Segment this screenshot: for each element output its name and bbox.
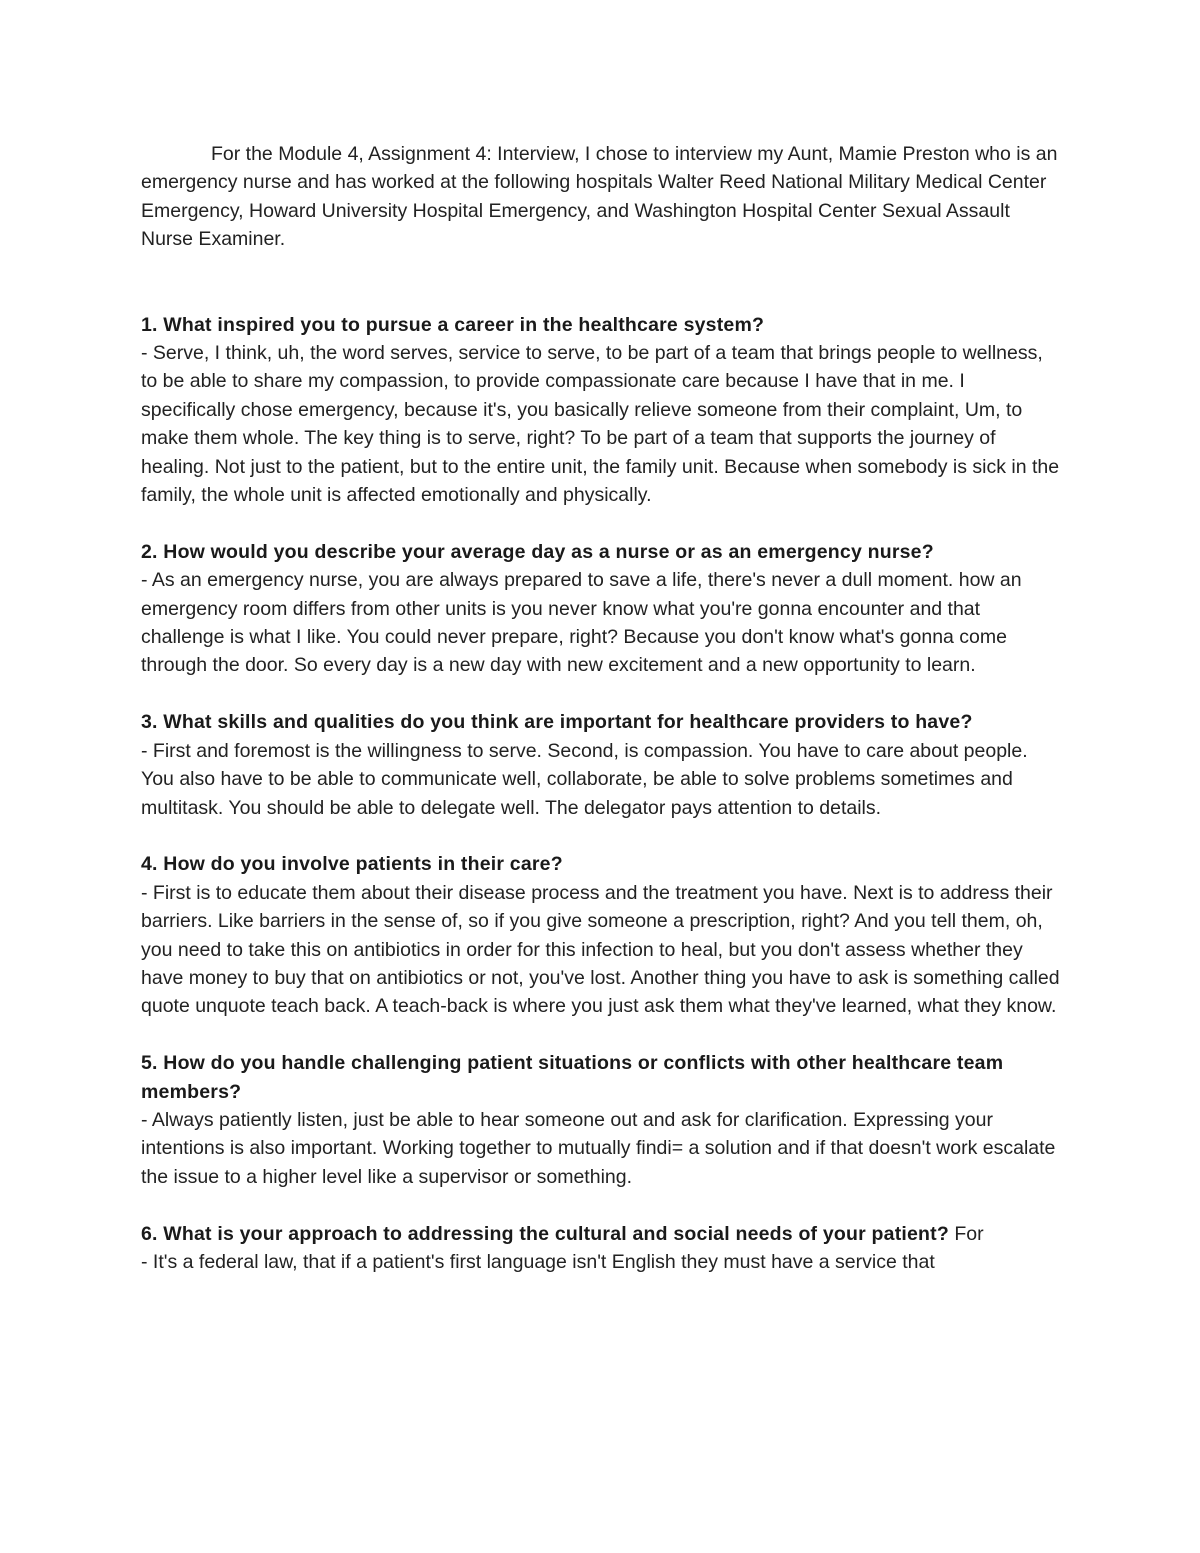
qa-item-3 [141,708,1061,822]
question-3-line [141,708,1061,736]
question-4-line [141,850,1061,878]
question-6: 6. What is your approach to addressing the cultural and social needs of your patient? [141,1222,949,1245]
qa-item-6 [141,1220,1061,1277]
answer-4: - First is to educate them about their disease process and the treatment you have. Next is to address their barriers. Like barriers in the sense of, so if you give someone a prescription, right? And you tell them, oh, you need to take this on antibiotics in order for this infection to heal, but you don't assess whether they have money to buy that on antibiotics or not, you've lost. Another thing you have to ask is something called quote unquote teach back. A teach-back is where you just ask them what they've learned, what they know. [141,881,1060,1018]
question-4: 4. How do you involve patients in their care? [141,853,563,876]
answer-6: - It's a federal law, that if a patient's first language isn't English they must have a service that [141,1250,935,1273]
qa-item-2 [141,538,1061,680]
question-2-line [141,538,1061,566]
question-1: 1. What inspired you to pursue a career in the healthcare system? [141,313,765,336]
answer-2: - As an emergency nurse, you are always prepared to save a life, there's never a dull moment. how an emergency room differs from other units is you never know what you're gonna encounter and that challenge is what I like. You could never prepare, right? Because you don't know what's gonna come through the door. So every day is a new day with new excitement and a new opportunity to learn. [141,569,1022,677]
qa-item-1 [141,311,1061,510]
qa-item-5 [141,1049,1061,1191]
question-5: 5. How do you handle challenging patient situations or conflicts with other healthcare team members? [141,1052,1004,1103]
answer-5: - Always patiently listen, just be able to hear someone out and ask for clarification. Expressing your intentions is also important. Working together to mutually findi= a solution and if that doesn't work escalate the issue to a higher level like a supervisor or something. [141,1108,1056,1188]
answer-1: - Serve, I think, uh, the word serves, service to serve, to be part of a team that brings people to wellness, to be able to share my compassion, to provide compassionate care because I have that in me. I specifically chose emergency, because it's, you basically relieve someone from their complaint, Um, to make them whole. The key thing is to serve, right? To be part of a team that supports the journey of healing. Not just to the patient, but to the entire unit, the family unit. Because when somebody is sick in the family, the whole unit is affected emotionally and physically. [141,342,1060,507]
document-page [141,140,1061,1305]
question-5-line [141,1049,1061,1106]
answer-3: - First and foremost is the willingness to serve. Second, is compassion. You have to care about people. You also have to be able to communicate well, collaborate, be able to solve problems sometimes and multitask. You should be able to delegate well. The delegator pays attention to details. [141,739,1028,819]
question-6-line [141,1220,1061,1248]
intro-spacer [141,254,1061,311]
question-6-tail: For [948,1222,984,1245]
qa-item-4 [141,850,1061,1020]
intro-paragraph: For the Module 4, Assignment 4: Interview, I chose to interview my Aunt, Mamie Preston who is an emergency nurse and has worked at the following hospitals Walter Reed National Military Medical Center Emergency, Howard University Hospital Emergency, and Washington Hospital Center Sexual Assault Nurse Examiner. [141,143,1058,251]
question-2: 2. How would you describe your average day as a nurse or as an emergency nurse? [141,540,934,563]
question-1-line [141,311,1061,339]
question-3: 3. What skills and qualities do you think are important for healthcare providers to have? [141,711,973,734]
